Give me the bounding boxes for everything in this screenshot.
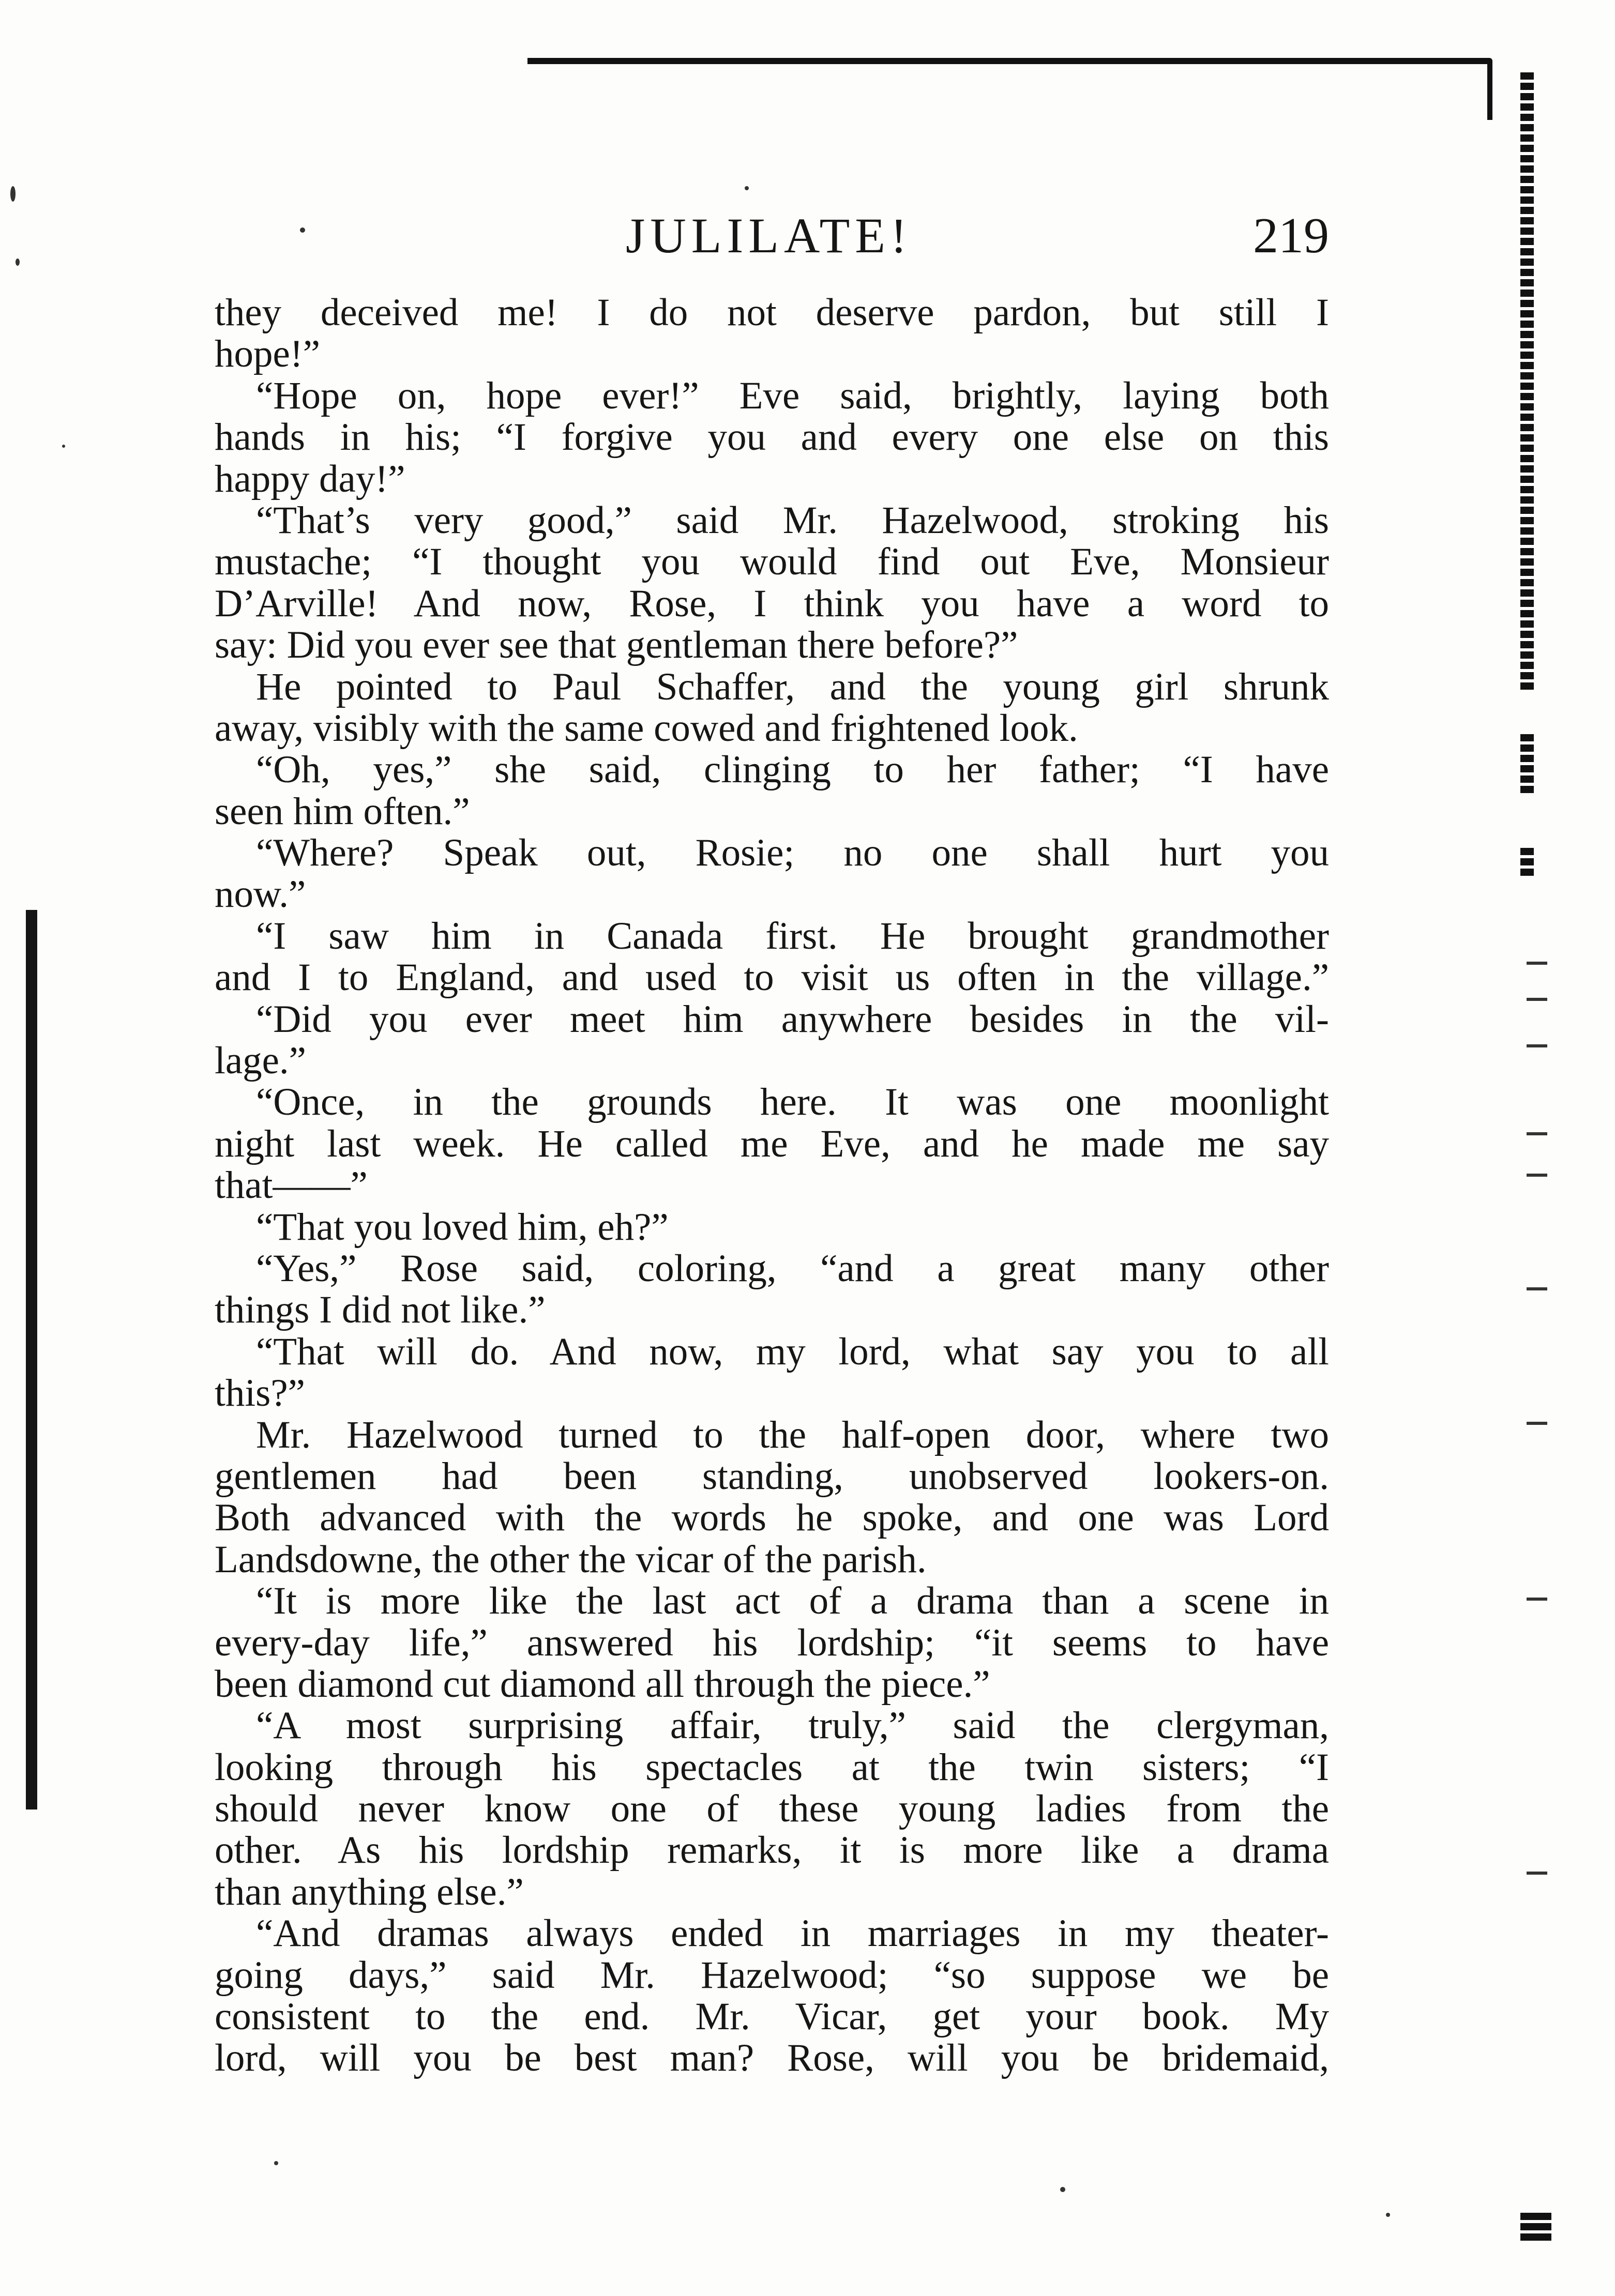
- text-line: hands in his; “I forgive you and every one else on this: [215, 417, 1329, 459]
- text-line: mustache; “I thought you would find out Eve, Monsieur: [215, 541, 1329, 583]
- binding-edge-middle: [1520, 734, 1534, 796]
- text-line: “That’s very good,” said Mr. Hazelwood, stroking his: [256, 499, 1329, 542]
- text-line: “I saw him in Canada first. He brought grandmother: [256, 915, 1329, 957]
- text-line: than anything else.”: [215, 1871, 524, 1913]
- running-title: JULILATE!: [626, 208, 912, 263]
- text-line: “And dramas always ended in marriages in my theater-: [256, 1913, 1329, 1955]
- ink-speck: [10, 186, 16, 202]
- ink-speck: [1386, 2213, 1390, 2217]
- text-line: lord, will you be best man? Rose, will you be bridemaid,: [215, 2037, 1329, 2079]
- page-number: 219: [1253, 208, 1329, 264]
- left-margin-bar: [26, 910, 37, 1810]
- text-line: “A most surprising affair, truly,” said the clergyman,: [256, 1705, 1329, 1747]
- ink-speck: [16, 259, 20, 266]
- text-line: “It is more like the last act of a drama than a scene in: [256, 1580, 1329, 1622]
- text-line: going days,” said Mr. Hazelwood; “so suppose we be: [215, 1954, 1329, 1997]
- text-line: say: Did you ever see that gentleman there before?”: [215, 625, 1018, 666]
- text-line: every-day life,” answered his lordship; “it seems to have: [215, 1622, 1329, 1664]
- text-line: now.”: [215, 874, 306, 916]
- top-rule-corner: [1487, 58, 1492, 120]
- binding-mark: [1527, 998, 1547, 1001]
- text-line: D’Arville! And now, Rose, I think you have a word to: [215, 583, 1329, 625]
- text-line: things I did not like.”: [215, 1289, 546, 1331]
- binding-edge-bottom: [1520, 2213, 1551, 2244]
- binding-mark: [1527, 962, 1547, 965]
- text-line: “That will do. And now, my lord, what say you to all: [256, 1331, 1329, 1373]
- text-line: night last week. He called me Eve, and he made me say: [215, 1123, 1329, 1165]
- binding-mark: [1527, 1287, 1547, 1290]
- text-line: Landsdowne, the other the vicar of the parish.: [215, 1539, 927, 1581]
- binding-mark: [1527, 1598, 1547, 1601]
- text-line: that——”: [215, 1165, 368, 1207]
- top-rule: [527, 58, 1489, 64]
- binding-mark: [1527, 1872, 1547, 1875]
- text-line: “Did you ever meet him anywhere besides in the vil-: [256, 998, 1329, 1041]
- text-line: they deceived me! I do not deserve pardon, but still I: [215, 292, 1329, 334]
- text-line: Mr. Hazelwood turned to the half-open door, where two: [256, 1414, 1329, 1456]
- text-line: “Oh, yes,” she said, clinging to her father; “I have: [256, 749, 1329, 791]
- text-line: been diamond cut diamond all through the piece.”: [215, 1663, 990, 1706]
- text-line: “Once, in the grounds here. It was one moonlight: [256, 1082, 1329, 1123]
- ink-speck: [62, 445, 65, 448]
- text-line: consistent to the end. Mr. Vicar, get your book. My: [215, 1996, 1329, 2038]
- binding-mark: [1527, 1044, 1547, 1047]
- text-line: hope!”: [215, 333, 321, 375]
- running-header: [212, 207, 1329, 279]
- binding-edge-lower: [1520, 848, 1534, 879]
- text-line: “Yes,” Rose said, coloring, “and a great many other: [256, 1248, 1329, 1290]
- text-line: gentlemen had been standing, unobserved lookers-on.: [215, 1455, 1329, 1498]
- ink-speck: [1060, 2187, 1065, 2192]
- binding-mark: [1527, 1174, 1547, 1177]
- text-line: happy day!”: [215, 458, 405, 500]
- text-line: away, visibly with the same cowed and frightened look.: [215, 707, 1078, 750]
- text-line: “Where? Speak out, Rosie; no one shall hurt you: [256, 832, 1329, 874]
- text-line: He pointed to Paul Schaffer, and the young girl shrunk: [256, 666, 1329, 708]
- ink-speck: [274, 2161, 278, 2165]
- binding-edge-top: [1520, 72, 1534, 693]
- text-line: other. As his lordship remarks, it is more like a drama: [215, 1830, 1329, 1872]
- text-line: and I to England, and used to visit us often in the village.”: [215, 957, 1329, 999]
- text-line: should never know one of these young ladies from the: [215, 1788, 1329, 1830]
- text-line: lage.”: [215, 1040, 306, 1082]
- ink-speck: [745, 186, 749, 190]
- body-text: [215, 292, 1329, 2122]
- text-line: looking through his spectacles at the twin sisters; “I: [215, 1746, 1329, 1789]
- text-line: Both advanced with the words he spoke, and one was Lord: [215, 1497, 1329, 1539]
- binding-mark: [1527, 1422, 1547, 1425]
- text-line: “Hope on, hope ever!” Eve said, brightly, laying both: [256, 375, 1329, 417]
- text-line: “That you loved him, eh?”: [256, 1206, 669, 1248]
- text-line: this?”: [215, 1373, 305, 1415]
- text-line: seen him often.”: [215, 790, 470, 833]
- binding-mark: [1527, 1132, 1547, 1135]
